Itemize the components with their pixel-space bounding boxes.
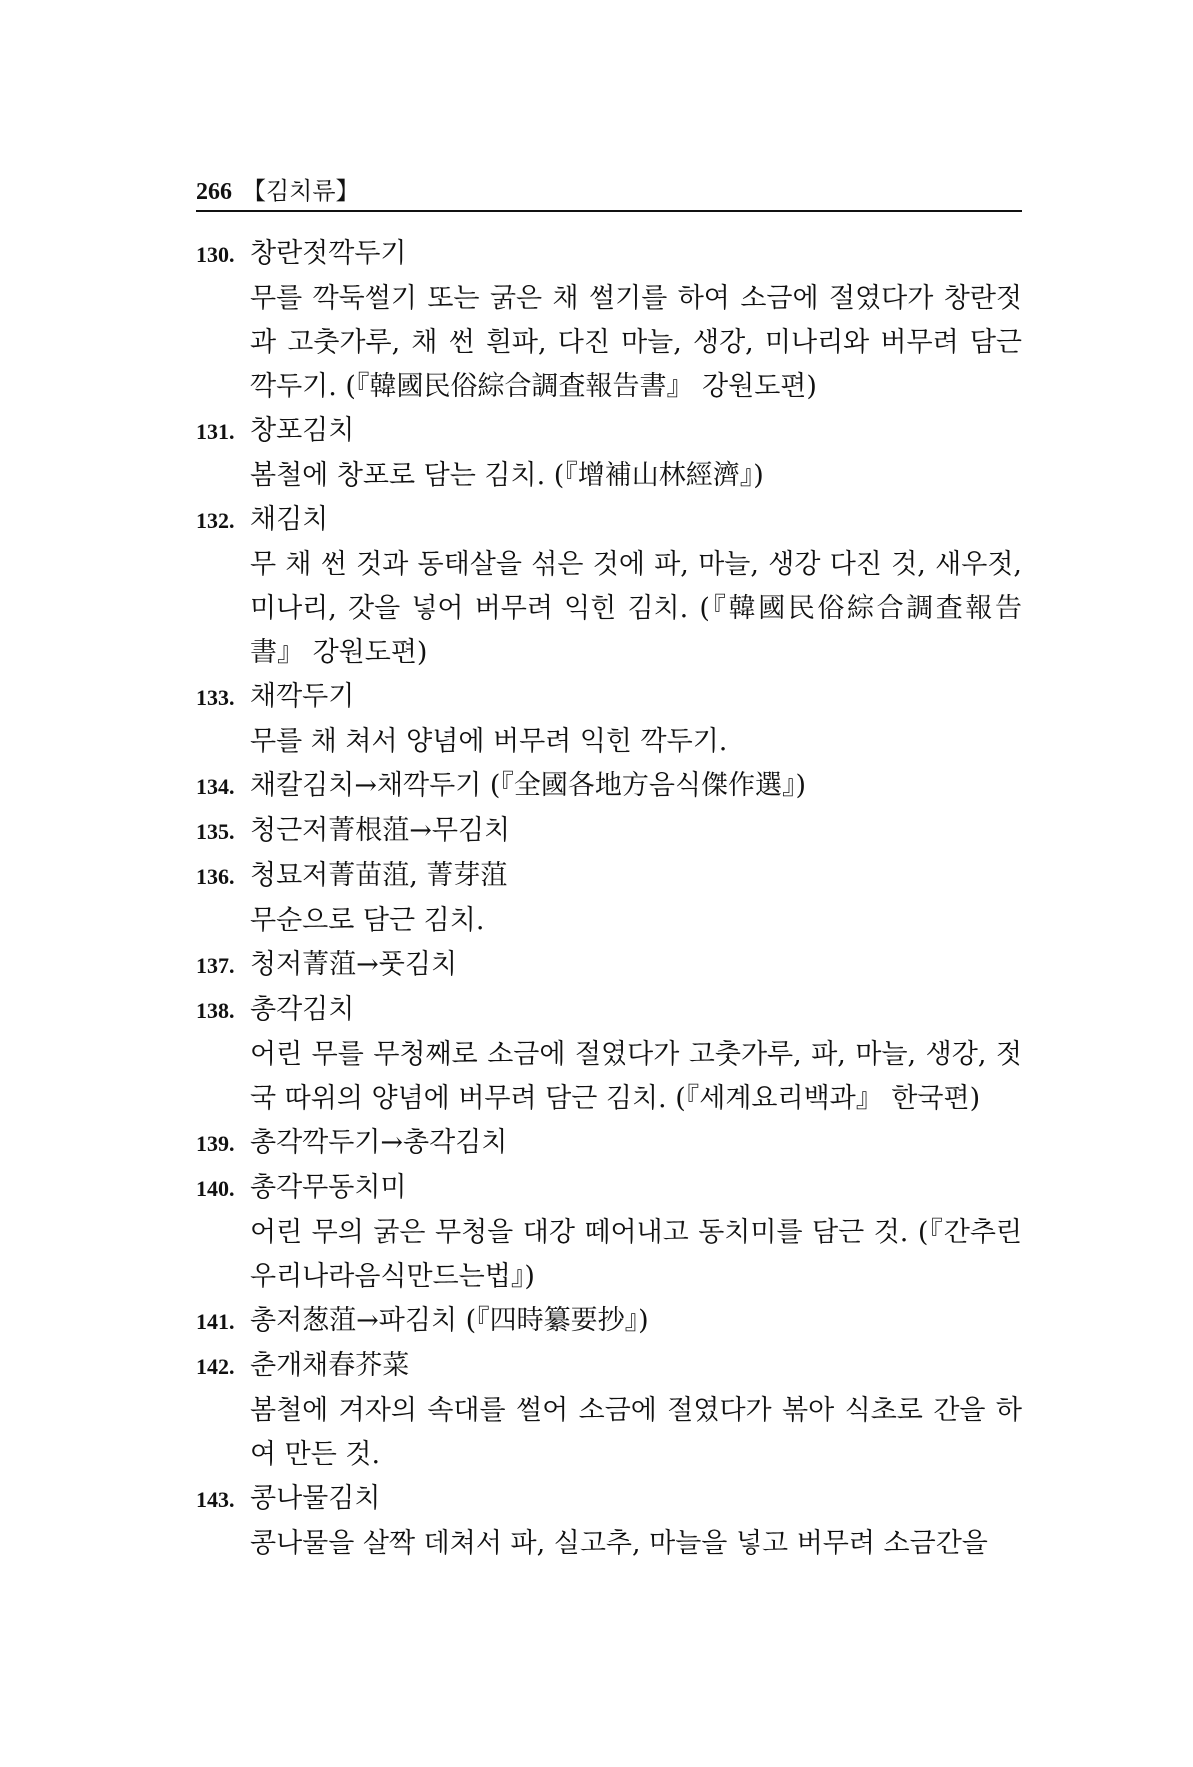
entry bbox=[196, 1344, 1022, 1477]
entry-heading bbox=[196, 943, 1022, 988]
entry-title: 창포김치 bbox=[250, 415, 355, 446]
page-header bbox=[196, 176, 1022, 207]
entry bbox=[196, 675, 1022, 764]
entry-number: 131. bbox=[196, 419, 235, 444]
page-number: 266 bbox=[196, 179, 232, 205]
entry bbox=[196, 1121, 1022, 1166]
header-rule bbox=[196, 210, 1022, 212]
entry bbox=[196, 854, 1022, 943]
entry-title: 청묘저菁苗菹, 菁芽菹 bbox=[250, 860, 508, 891]
entry-heading bbox=[196, 1299, 1022, 1344]
entry bbox=[196, 988, 1022, 1121]
entry-title: 청저菁菹→풋김치 bbox=[250, 949, 458, 980]
entry bbox=[196, 809, 1022, 854]
entry-heading bbox=[196, 764, 1022, 809]
entry-title: 총각깍두기→총각김치 bbox=[250, 1127, 508, 1158]
entry-number: 138. bbox=[196, 998, 235, 1023]
entry-number: 143. bbox=[196, 1487, 235, 1512]
entry-title: 총각무동치미 bbox=[250, 1172, 407, 1203]
entry-title: 콩나물김치 bbox=[250, 1483, 381, 1514]
entry-heading bbox=[196, 1344, 1022, 1389]
entry-number: 140. bbox=[196, 1176, 235, 1201]
entry-number: 132. bbox=[196, 508, 235, 533]
section-title: 【김치류】 bbox=[242, 177, 360, 205]
entry-number: 141. bbox=[196, 1309, 235, 1334]
entry-title: 채깍두기 bbox=[250, 681, 355, 712]
entry-description: 무 채 썬 것과 동태살을 섞은 것에 파, 마늘, 생강 다진 것, 새우젓, 미나리, 갓을 넣어 버무려 익힌 김치. (『韓國民俗綜合調査報告書』 강원도편) bbox=[250, 549, 1022, 668]
entry-heading bbox=[196, 232, 1022, 277]
entry-heading bbox=[196, 988, 1022, 1033]
entry-title: 창란젓깍두기 bbox=[250, 238, 407, 269]
entry bbox=[196, 232, 1022, 409]
entry-number: 139. bbox=[196, 1131, 235, 1156]
entry-title: 청근저菁根菹→무김치 bbox=[250, 815, 511, 846]
entry-description: 봄철에 겨자의 속대를 썰어 소금에 절였다가 볶아 식초로 간을 하여 만든 것. bbox=[250, 1395, 1022, 1470]
entry-number: 135. bbox=[196, 819, 235, 844]
entry-description: 무순으로 담근 김치. bbox=[250, 905, 485, 936]
entry-number: 136. bbox=[196, 864, 235, 889]
entry bbox=[196, 409, 1022, 498]
entry-number: 134. bbox=[196, 774, 235, 799]
entry bbox=[196, 1166, 1022, 1299]
entry-number: 137. bbox=[196, 953, 235, 978]
entry-description: 콩나물을 살짝 데쳐서 파, 실고추, 마늘을 넣고 버무려 소금간을 bbox=[250, 1528, 988, 1559]
entry-title: 채김치 bbox=[250, 504, 329, 535]
entry-title: 춘개채春芥菜 bbox=[250, 1350, 410, 1381]
entry-description: 봄철에 창포로 담는 김치. (『增補山林經濟』) bbox=[250, 460, 764, 491]
entry bbox=[196, 498, 1022, 675]
entry-number: 133. bbox=[196, 685, 235, 710]
entry-heading bbox=[196, 809, 1022, 854]
entry-heading bbox=[196, 675, 1022, 720]
entry-heading bbox=[196, 498, 1022, 543]
entry-description: 어린 무를 무청째로 소금에 절였다가 고춧가루, 파, 마늘, 생강, 젓국 따위의 양념에 버무려 담근 김치. (『세계요리백과』 한국편) bbox=[250, 1039, 1022, 1114]
entry bbox=[196, 1299, 1022, 1344]
entry-list bbox=[196, 232, 1022, 1566]
entry-title: 총각김치 bbox=[250, 994, 355, 1025]
entry-heading bbox=[196, 409, 1022, 454]
entry-title: 총저葱菹→파김치 (『四時纂要抄』) bbox=[250, 1305, 649, 1336]
entry-heading bbox=[196, 854, 1022, 899]
entry-description: 무를 깍둑썰기 또는 굵은 채 썰기를 하여 소금에 절였다가 창란젓과 고춧가루, 채 썬 흰파, 다진 마늘, 생강, 미나리와 버무려 담근 깍두기. (『韓國民俗綜合調査報告書』 강원도편) bbox=[250, 283, 1022, 402]
entry bbox=[196, 764, 1022, 809]
entry-description: 무를 채 쳐서 양념에 버무려 익힌 깍두기. bbox=[250, 726, 728, 757]
entry-heading bbox=[196, 1121, 1022, 1166]
entry-heading bbox=[196, 1477, 1022, 1522]
entry bbox=[196, 943, 1022, 988]
entry-number: 130. bbox=[196, 242, 235, 267]
entry-description: 어린 무의 굵은 무청을 대강 떼어내고 동치미를 담근 것. (『간추린우리나라음식만드는법』) bbox=[250, 1217, 1022, 1292]
entry-heading bbox=[196, 1166, 1022, 1211]
entry-title: 채칼김치→채깍두기 (『全國各地方음식傑作選』) bbox=[250, 770, 807, 801]
entry bbox=[196, 1477, 1022, 1566]
entry-number: 142. bbox=[196, 1354, 235, 1379]
